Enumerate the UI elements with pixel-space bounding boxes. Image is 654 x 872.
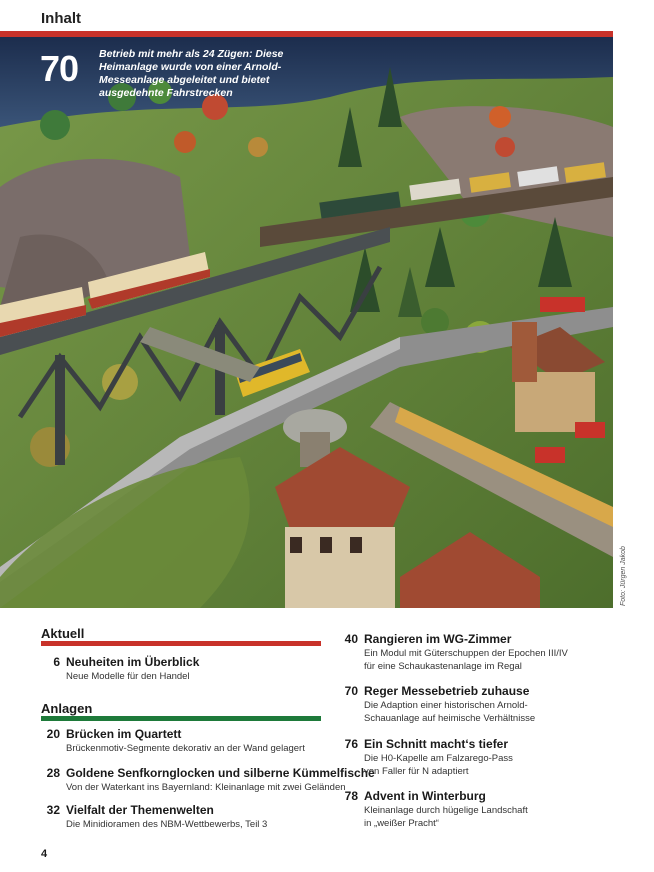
toc-entry-description: Die Adaption einer historischen Arnold- — [364, 700, 528, 711]
toc-page-number: 78 — [344, 789, 358, 803]
toc-entry-title: Brücken im Quartett — [66, 727, 182, 741]
toc-entry-title: Reger Messebetrieb zuhause — [364, 684, 530, 698]
section-rule-anlagen — [41, 716, 321, 721]
toc-page-number: 40 — [344, 632, 358, 646]
toc-entry-title: Ein Schnitt macht‘s tiefer — [364, 737, 509, 751]
toc-page-number: 20 — [46, 727, 60, 741]
toc-entry-description: Kleinanlage durch hügelige Landschaft — [364, 805, 528, 816]
toc-entry-description: Schauanlage auf heimische Verhältnisse — [364, 713, 536, 724]
toc-entry-description: für eine Schaukastenanlage im Regal — [364, 661, 522, 672]
photo-credit: Foto: Jürgen Jakob — [620, 546, 627, 606]
toc-entry-title: Rangieren im WG-Zimmer — [364, 632, 512, 646]
cover-photo — [0, 37, 613, 608]
toc-entry-description: Die H0-Kapelle am Falzarego-Pass — [364, 753, 513, 764]
toc-page-number: 76 — [344, 737, 358, 751]
cover-caption: Betrieb mit mehr als 24 Zügen: Diese Heimanlage wurde von einer Arnold-Messeanlage abgeleitet und bietet ausgedehnte Fahrstrecken — [99, 48, 284, 99]
toc-entry-description: in „weißer Pracht“ — [364, 818, 439, 829]
toc-entry-description: Brückenmotiv-Segmente dekorativ an der Wand gelagert — [66, 743, 305, 754]
toc-entry-description: Von der Waterkant ins Bayernland: Kleinanlage mit zwei Geländen — [66, 782, 346, 793]
section-rule-aktuell — [41, 641, 321, 646]
toc-page-number: 28 — [46, 766, 60, 780]
section-title-aktuell: Aktuell — [41, 626, 85, 641]
cover-page-number: 70 — [40, 48, 79, 89]
toc-entry-description: Die Minidioramen des NBM-Wettbewerbs, Teil 3 — [66, 819, 268, 830]
toc-entry-description: von Faller für N adaptiert — [364, 766, 469, 777]
toc-entry-description: Neue Modelle für den Handel — [66, 671, 190, 682]
toc-page-number: 32 — [46, 803, 60, 817]
page-number: 4 — [41, 848, 48, 860]
toc-entry-description: Ein Modul mit Güterschuppen der Epochen III/IV — [364, 648, 568, 659]
toc-entry-title: Goldene Senfkornglocken und silberne Kümmelfische — [66, 766, 375, 780]
toc-entry-title: Advent in Winterburg — [364, 789, 486, 803]
toc-page-number: 70 — [344, 684, 358, 698]
section-title-anlagen: Anlagen — [41, 701, 93, 716]
toc-page-number: 6 — [53, 655, 60, 669]
page-header-title: Inhalt — [41, 10, 81, 27]
toc-entry-title: Vielfalt der Themenwelten — [66, 803, 214, 817]
toc-entry-title: Neuheiten im Überblick — [66, 655, 200, 669]
